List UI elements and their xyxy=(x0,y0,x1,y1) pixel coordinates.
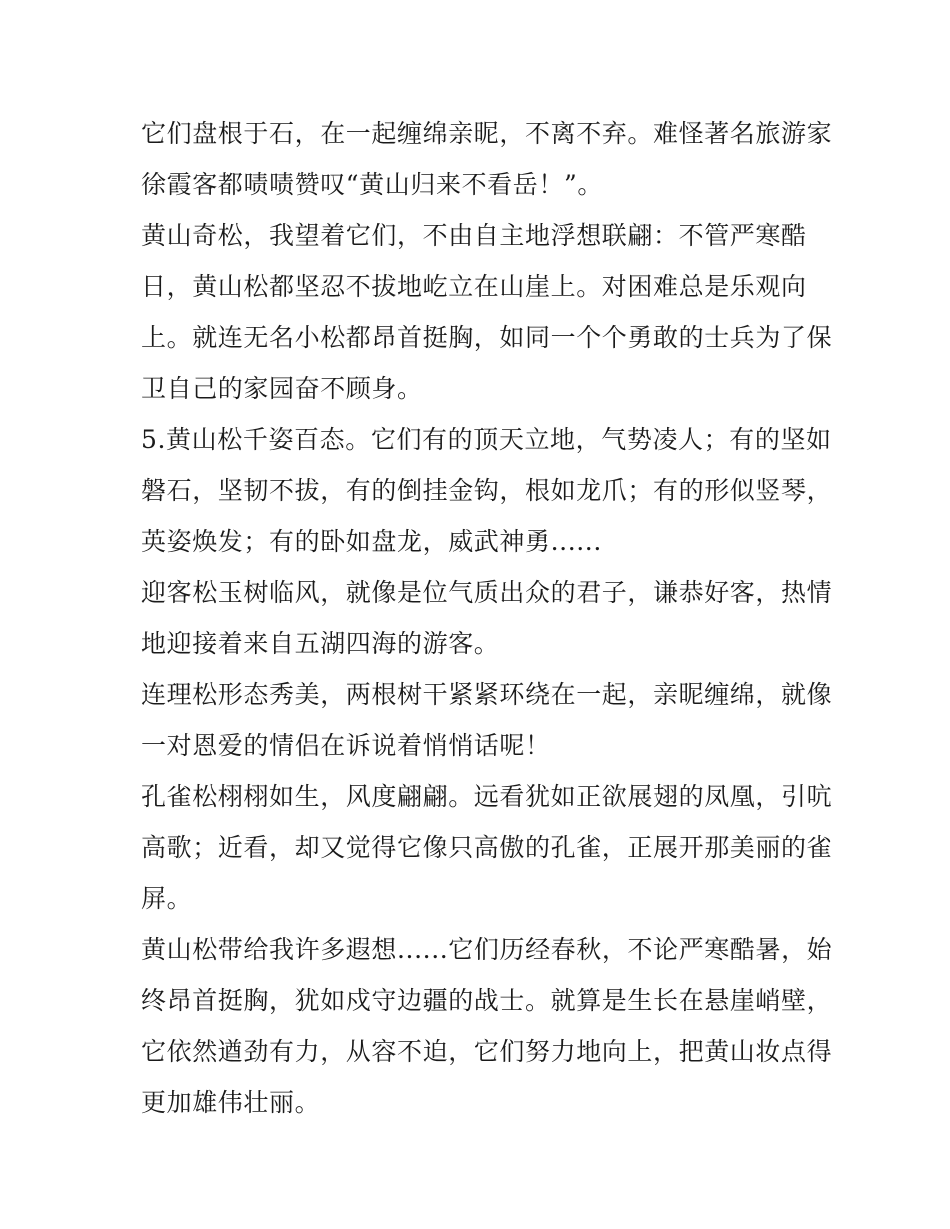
text-line: 上。就连无名小松都昂首挺胸，如同一个个勇敢的士兵为了保 xyxy=(141,323,833,352)
text-line: 连理松形态秀美，两根树干紧紧环绕在一起，亲昵缠绵，就像 xyxy=(141,680,833,709)
text-line: 黄山松带给我许多遐想......它们历经春秋，不论严寒酷暑，始 xyxy=(141,935,833,964)
text-line: 更加雄伟壮丽。 xyxy=(141,1088,321,1117)
text-line: 磐石，坚韧不拔，有的倒挂金钩，根如龙爪；有的形似竖琴， xyxy=(141,476,833,505)
text-line: 高歌；近看，却又觉得它像只高傲的孔雀，正展开那美丽的雀 xyxy=(141,833,833,862)
text-line: 地迎接着来自五湖四海的游客。 xyxy=(141,629,500,658)
text-line: 屏。 xyxy=(141,884,193,913)
text-line: 一对恩爱的情侣在诉说着悄悄话呢！ xyxy=(141,731,551,760)
text-line: 日，黄山松都坚忍不拔地屹立在山崖上。对困难总是乐观向 xyxy=(141,272,807,301)
text-line: 徐霞客都啧啧赞叹“黄山归来不看岳！”。 xyxy=(141,170,603,199)
document-body xyxy=(141,108,833,1128)
text-line: 卫自己的家园奋不顾身。 xyxy=(141,374,423,403)
text-line: 它依然遒劲有力，从容不迫，它们努力地向上，把黄山妆点得 xyxy=(141,1037,833,1066)
text-line: 5.黄山松千姿百态。它们有的顶天立地，气势凌人；有的坚如 xyxy=(141,425,832,454)
text-line: 终昂首挺胸，犹如戍守边疆的战士。就算是生长在悬崖峭壁， xyxy=(141,986,833,1015)
text-line: 它们盘根于石，在一起缠绵亲昵，不离不弃。难怪著名旅游家 xyxy=(141,119,833,148)
text-line: 孔雀松栩栩如生，风度翩翩。远看犹如正欲展翅的凤凰，引吭 xyxy=(141,782,833,811)
text-line: 迎客松玉树临风，就像是位气质出众的君子，谦恭好客，热情 xyxy=(141,578,833,607)
text-line: 英姿焕发；有的卧如盘龙，威武神勇...... xyxy=(141,527,602,556)
text-line: 黄山奇松，我望着它们，不由自主地浮想联翩：不管严寒酷 xyxy=(141,221,807,250)
